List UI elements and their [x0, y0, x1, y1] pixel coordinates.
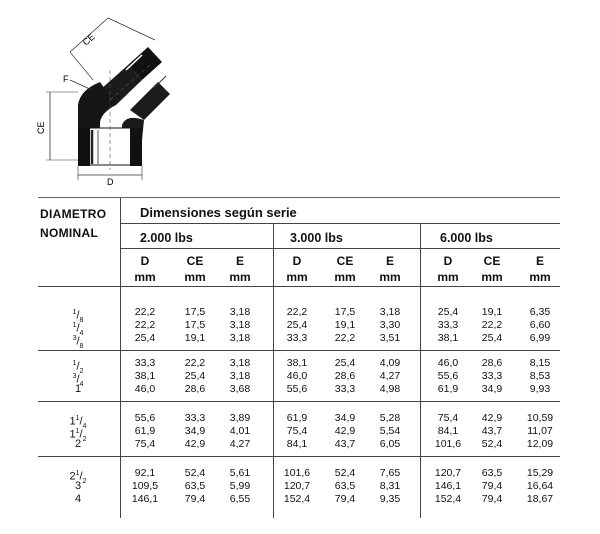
table-cell: 3,51	[379, 332, 401, 344]
nominal-size: 2	[74, 438, 82, 450]
vsep-nominal	[120, 198, 121, 518]
table-cell: 17,5	[184, 306, 206, 318]
table-cell: 34,9	[334, 412, 356, 424]
table-cell: 101,6	[434, 438, 462, 450]
table-cell: 25,4	[184, 370, 206, 382]
nominal-size: $^3/_4$	[72, 373, 84, 388]
table-cell: 6,60	[529, 319, 551, 331]
nominal-size: 3	[74, 480, 82, 492]
nominal-size: 1	[74, 383, 82, 395]
col-unit: mm	[437, 270, 459, 284]
col-unit: mm	[379, 270, 401, 284]
table-cell: 25,4	[134, 332, 156, 344]
table-cell: 75,4	[437, 412, 459, 424]
table-cell: 22,2	[134, 319, 156, 331]
table-cell: 34,9	[481, 383, 503, 395]
series-3000: 3.000 lbs	[290, 231, 343, 245]
table-cell: 79,4	[184, 493, 206, 505]
table-cell: 5,28	[379, 412, 401, 424]
series-6000: 6.000 lbs	[440, 231, 493, 245]
table-cell: 5,99	[229, 480, 251, 492]
table-cell: 9,93	[529, 383, 551, 395]
table-cell: 33,3	[334, 383, 356, 395]
table-cell: 52,4	[334, 467, 356, 479]
table-cell: 9,35	[379, 493, 401, 505]
table-cell: 6,99	[529, 332, 551, 344]
table-cell: 52,4	[481, 438, 503, 450]
table-cell: 38,1	[286, 357, 308, 369]
table-cell: 38,1	[437, 332, 459, 344]
table-cell: 4,09	[379, 357, 401, 369]
table-cell: 4,98	[379, 383, 401, 395]
table-cell: 28,6	[184, 383, 206, 395]
table-cell: 25,4	[334, 357, 356, 369]
table-cell: 25,4	[481, 332, 503, 344]
col-unit: mm	[229, 270, 251, 284]
series-rule	[120, 248, 560, 249]
table-cell: 3,68	[229, 383, 251, 395]
table-cell: 6,35	[529, 306, 551, 318]
table-cell: 22,2	[134, 306, 156, 318]
table-cell: 17,5	[184, 319, 206, 331]
table-cell: 61,9	[286, 412, 308, 424]
table-cell: 46,0	[437, 357, 459, 369]
table-cell: 11,07	[527, 425, 553, 437]
nominal-label: NOMINAL	[40, 226, 99, 240]
table-cell: 109,5	[131, 480, 159, 492]
table-cell: 33,3	[481, 370, 503, 382]
table-cell: 43,7	[481, 425, 503, 437]
col-unit: mm	[184, 270, 206, 284]
table-cell: 8,15	[529, 357, 551, 369]
elbow-drawing	[30, 10, 200, 185]
col-header-d: D	[140, 254, 150, 268]
col-header-e: E	[535, 254, 544, 268]
table-cell: 15,29	[526, 467, 554, 479]
table-cell: 92,1	[134, 467, 156, 479]
table-cell: 120,7	[434, 467, 462, 479]
table-cell: 84,1	[437, 425, 459, 437]
table-cell: 55,6	[286, 383, 308, 395]
table-cell: 33,3	[437, 319, 459, 331]
table-cell: 25,4	[437, 306, 459, 318]
table-cell: 17,5	[334, 306, 356, 318]
table-cell: 42,9	[481, 412, 503, 424]
table-cell: 79,4	[481, 493, 503, 505]
table-cell: 5,54	[379, 425, 401, 437]
table-cell: 61,9	[134, 425, 156, 437]
table-cell: 152,4	[283, 493, 311, 505]
table-cell: 42,9	[184, 438, 206, 450]
col-unit: mm	[334, 270, 356, 284]
svg-text:CE: CE	[36, 121, 46, 134]
group-divider	[38, 401, 560, 402]
table-cell: 34,9	[184, 425, 206, 437]
table-cell: 120,7	[283, 480, 311, 492]
col-unit: mm	[286, 270, 308, 284]
table-cell: 43,7	[334, 438, 356, 450]
table-cell: 3,30	[379, 319, 401, 331]
table-cell: 84,1	[286, 438, 308, 450]
group-divider	[38, 350, 560, 351]
table-cell: 8,31	[379, 480, 401, 492]
table-cell: 28,6	[334, 370, 356, 382]
table-cell: 3,18	[229, 332, 251, 344]
col-header-d: D	[443, 254, 453, 268]
nominal-size: $2^1/_2$	[69, 470, 87, 485]
table-cell: 46,0	[286, 370, 308, 382]
table-cell: 55,6	[437, 370, 459, 382]
nominal-size: 4	[74, 493, 82, 505]
table-cell: 22,2	[481, 319, 503, 331]
table-cell: 46,0	[134, 383, 156, 395]
table-cell: 19,1	[334, 319, 356, 331]
table-cell: 4,27	[229, 438, 251, 450]
table-cell: 28,6	[481, 357, 503, 369]
table-cell: 33,3	[184, 412, 206, 424]
table-cell: 6,55	[229, 493, 251, 505]
col-header-ce: CE	[483, 254, 501, 268]
top-rule	[38, 197, 560, 198]
table-cell: 146,1	[434, 480, 462, 492]
table-cell: 22,2	[286, 306, 308, 318]
col-header-d: D	[292, 254, 302, 268]
dim-rule	[120, 223, 560, 224]
table-cell: 7,65	[379, 467, 401, 479]
table-cell: 146,1	[131, 493, 159, 505]
table-cell: 16,64	[526, 480, 554, 492]
col-header-e: E	[385, 254, 394, 268]
nominal-size: $1^1/_4$	[69, 415, 87, 430]
table-cell: 3,18	[229, 370, 251, 382]
nominal-size: $1^1/_2$	[69, 428, 87, 443]
table-cell: 18,67	[526, 493, 554, 505]
table-cell: 42,9	[334, 425, 356, 437]
table-cell: 22,2	[334, 332, 356, 344]
col-header-ce: CE	[336, 254, 354, 268]
col-unit: mm	[529, 270, 551, 284]
table-cell: 33,3	[286, 332, 308, 344]
table-cell: 22,2	[184, 357, 206, 369]
table-cell: 19,1	[481, 306, 503, 318]
table-cell: 63,5	[184, 480, 206, 492]
nominal-size: $^1/_2$	[72, 360, 84, 375]
table-cell: 52,4	[184, 467, 206, 479]
nominal-size: $^1/_4$	[72, 322, 84, 337]
dimensiones-heading: Dimensiones según serie	[140, 205, 297, 220]
table-cell: 63,5	[334, 480, 356, 492]
diametro-label: DIAMETRO	[40, 207, 107, 221]
group-divider	[38, 456, 560, 457]
table-cell: 6,05	[379, 438, 401, 450]
table-cell: 61,9	[437, 383, 459, 395]
svg-text:CE: CE	[80, 31, 97, 48]
table-cell: 152,4	[434, 493, 462, 505]
table-cell: 4,27	[379, 370, 401, 382]
table-cell: 3,89	[229, 412, 251, 424]
vsep-3000	[420, 224, 421, 518]
col-header-e: E	[235, 254, 244, 268]
table-cell: 4,01	[229, 425, 251, 437]
table-cell: 38,1	[134, 370, 156, 382]
header-bottom-rule	[38, 286, 560, 287]
nominal-size: $^3/_8$	[72, 335, 84, 350]
table-cell: 79,4	[334, 493, 356, 505]
svg-text:D: D	[107, 177, 114, 185]
table-cell: 8,53	[529, 370, 551, 382]
table-cell: 25,4	[286, 319, 308, 331]
table-cell: 55,6	[134, 412, 156, 424]
vsep-2000	[273, 224, 274, 518]
table-cell: 33,3	[134, 357, 156, 369]
table-cell: 19,1	[184, 332, 206, 344]
table-cell: 5,61	[229, 467, 251, 479]
table-cell: 101,6	[283, 467, 311, 479]
table-cell: 10,59	[526, 412, 554, 424]
table-cell: 3,18	[229, 319, 251, 331]
table-cell: 3,18	[379, 306, 401, 318]
table-cell: 79,4	[481, 480, 503, 492]
table-cell: 63,5	[481, 467, 503, 479]
col-header-ce: CE	[186, 254, 204, 268]
col-unit: mm	[134, 270, 156, 284]
table-cell: 3,18	[229, 306, 251, 318]
svg-text:F: F	[63, 74, 69, 84]
col-unit: mm	[481, 270, 503, 284]
table-cell: 12,09	[526, 438, 554, 450]
table-cell: 75,4	[286, 425, 308, 437]
nominal-size: $^1/_8$	[72, 309, 84, 324]
series-2000: 2.000 lbs	[140, 231, 193, 245]
table-cell: 75,4	[134, 438, 156, 450]
table-cell: 3,18	[229, 357, 251, 369]
